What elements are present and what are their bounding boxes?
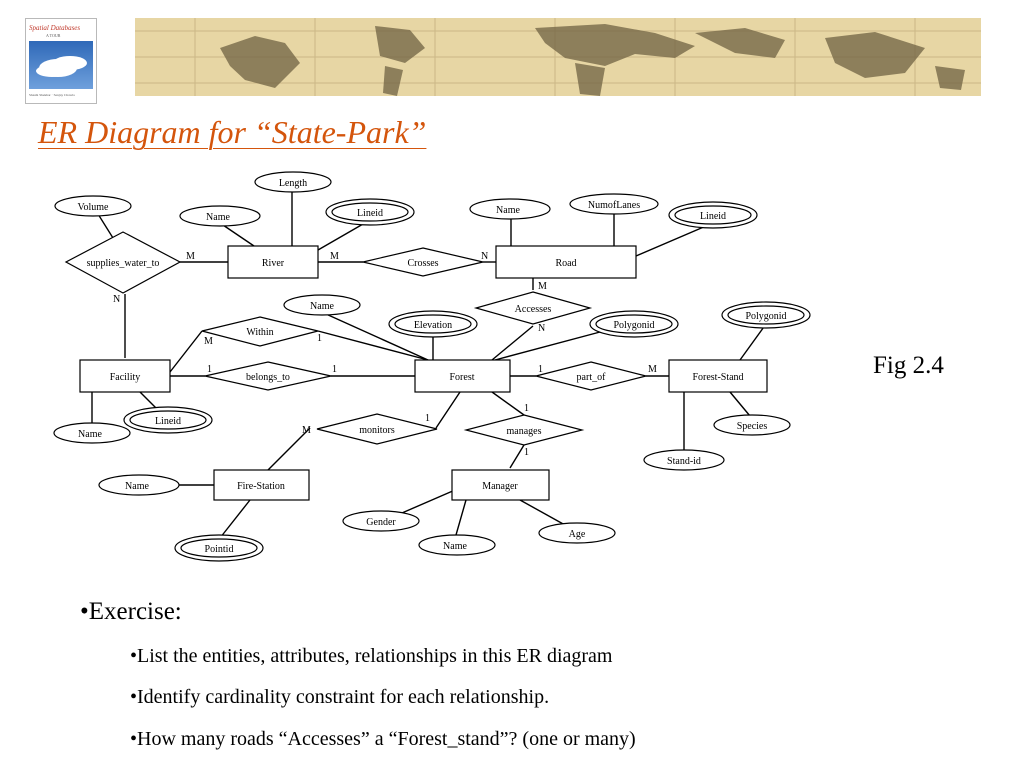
entity-label: River	[261, 258, 285, 269]
relationship-manages	[466, 415, 582, 445]
attribute-stand-id	[644, 450, 724, 470]
exercise-question: •Identify cardinality constraint for each relationship.	[130, 686, 550, 708]
attribute-label: Volume	[77, 202, 109, 213]
attribute-river-name	[180, 206, 260, 226]
attribute-facility-name	[54, 423, 130, 443]
cardinality-label: M	[302, 425, 311, 436]
attribute-label: Lineid	[699, 211, 727, 222]
attribute-label: Age	[568, 529, 586, 540]
entity-manager	[452, 470, 549, 500]
attribute-forest-stand-polygonid	[722, 302, 810, 328]
cardinality-label: N	[113, 294, 121, 305]
relationship-accesses	[476, 292, 590, 324]
relationship-label: supplies_water_to	[86, 258, 160, 269]
figure-label: Fig 2.4	[873, 352, 944, 379]
cardinality-label: N	[538, 323, 546, 334]
exercise-question: •List the entities, attributes, relationships in this ER diagram	[130, 645, 613, 667]
attribute-elevation	[389, 311, 477, 337]
attribute-gender	[343, 511, 419, 531]
attribute-label: Name	[78, 429, 102, 440]
attribute-label: NumofLanes	[587, 200, 641, 211]
relationship-label: belongs_to	[246, 372, 290, 383]
cardinality-label: M	[330, 251, 339, 262]
attribute-volume	[55, 196, 131, 216]
attribute-label: Lineid	[154, 416, 182, 427]
entity-facility	[80, 360, 170, 392]
attribute-road-lineid	[669, 202, 757, 228]
attribute-label: Polygonid	[613, 320, 655, 331]
cardinality-label: M	[648, 364, 657, 375]
relationship-label: Crosses	[407, 258, 439, 269]
cardinality-label: M	[186, 251, 195, 262]
book-title: Spatial Databases	[29, 24, 81, 32]
relationship-part-of	[536, 362, 646, 390]
cardinality-label: 1	[332, 364, 337, 375]
attribute-facility-lineid	[124, 407, 212, 433]
attribute-road-name	[470, 199, 550, 219]
cardinality-label: 1	[207, 364, 212, 375]
attribute-river-length	[255, 172, 331, 192]
attribute-label: Polygonid	[745, 311, 787, 322]
relationship-label: manages	[506, 426, 542, 437]
relationship-label: Accesses	[514, 304, 552, 315]
relationship-label: Within	[246, 327, 274, 338]
entity-label: Forest-Stand	[692, 372, 744, 383]
cardinality-label: 1	[317, 333, 322, 344]
attribute-label: Stand-id	[667, 456, 701, 467]
attribute-label: Length	[278, 178, 308, 189]
entity-river	[228, 246, 318, 278]
attribute-label: Name	[125, 481, 149, 492]
cardinality-label: M	[538, 281, 547, 292]
attribute-label: Gender	[366, 517, 396, 528]
relationship-monitors	[317, 414, 437, 444]
cardinality-label: 1	[524, 403, 529, 414]
cardinality-label: 1	[425, 413, 430, 424]
attribute-label: Name	[496, 205, 520, 216]
attribute-label: Species	[736, 421, 768, 432]
cardinality-label: M	[204, 336, 213, 347]
cardinality-label: N	[481, 251, 489, 262]
attribute-label: Name	[443, 541, 467, 552]
relationship-supplies-water-to	[66, 232, 180, 293]
slide-title: ER Diagram for “State-Park”	[38, 114, 427, 150]
entity-forest	[415, 360, 510, 392]
attribute-fire-station-name	[99, 475, 179, 495]
exercise-question: •How many roads “Accesses” a “Forest_stand”? (one or many)	[130, 728, 636, 750]
attribute-label: Name	[206, 212, 230, 223]
relationship-belongs-to	[205, 362, 331, 390]
entity-forest-stand	[669, 360, 767, 392]
book-authors: Shashi Shekhar · Sanjay Chawla	[29, 93, 75, 97]
relationship-within	[202, 317, 318, 346]
attribute-pointid	[175, 535, 263, 561]
entity-label: Facility	[109, 372, 141, 383]
attribute-manager-name	[419, 535, 495, 555]
attribute-label: Lineid	[356, 208, 384, 219]
attribute-label: Name	[310, 301, 334, 312]
cardinality-label: 1	[538, 364, 543, 375]
entity-label: Manager	[482, 481, 518, 492]
attribute-label: Pointid	[204, 544, 234, 555]
entity-fire-station	[214, 470, 309, 500]
book-subtitle: A TOUR	[46, 33, 61, 38]
attribute-river-lineid	[326, 199, 414, 225]
attribute-forest-name	[284, 295, 360, 315]
relationship-crosses	[363, 248, 483, 276]
attribute-age	[539, 523, 615, 543]
entity-label: Fire-Station	[237, 481, 285, 492]
attribute-forest-polygonid	[590, 311, 678, 337]
attribute-species	[714, 415, 790, 435]
entity-label: Road	[555, 258, 577, 269]
relationship-label: part_of	[576, 372, 606, 383]
entity-label: Forest	[449, 372, 475, 383]
attribute-numoflanes	[570, 194, 658, 214]
entity-road	[496, 246, 636, 278]
relationship-label: monitors	[359, 425, 395, 436]
exercise-heading: •Exercise:	[80, 598, 182, 625]
attribute-label: Elevation	[413, 320, 453, 331]
cardinality-label: 1	[524, 447, 529, 458]
